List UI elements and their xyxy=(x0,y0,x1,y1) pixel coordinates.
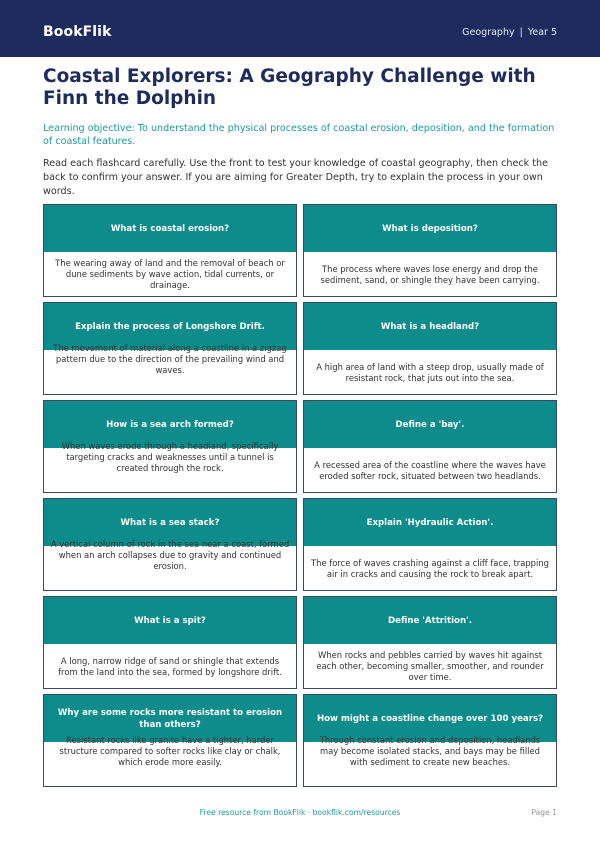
flashcard-back: The wearing away of land and the removal of beach or dune sediments by wave action, tidal currents, or drainage. xyxy=(55,258,285,290)
flashcard-front: How might a coastline change over 100 years? xyxy=(304,695,556,742)
footer-credit[interactable]: Free resource from BookFlik · bookflik.com/resources xyxy=(199,808,401,817)
flashcard-front: What is a spit? xyxy=(44,597,296,644)
subject-label: Geography xyxy=(462,27,515,38)
flashcard[interactable] xyxy=(43,204,297,297)
flashcard-back: When waves erode through a headland, specifically targeting cracks and weaknesses until a tunnel is created through the rock. xyxy=(61,441,279,473)
flashcard[interactable] xyxy=(43,302,297,395)
flashcard-back: A long, narrow ridge of sand or shingle that extends from the land into the sea, formed by longshore drift. xyxy=(58,655,282,677)
flashcard-front: What is a headland? xyxy=(304,303,556,350)
flashcard-front: Define a 'bay'. xyxy=(304,401,556,448)
flashcard-front: What is deposition? xyxy=(304,205,556,252)
flashcard-back: Resistant rocks like granite have a tighter, harder structure compared to softer rocks like clay or chalk, which erode more easily. xyxy=(59,735,281,767)
brand-logo[interactable]: BookFlik xyxy=(43,24,112,40)
flashcard-back: When rocks and pebbles carried by waves hit against each other, becoming smaller, smoother, and rounder over time. xyxy=(316,650,544,682)
flashcard[interactable] xyxy=(303,596,557,689)
flashcard-back: A high area of land with a steep drop, usually made of resistant rock, that juts out into the sea. xyxy=(316,361,544,383)
meta-separator: | xyxy=(519,27,523,38)
flashcard-back: A vertical column of rock in the sea near a coast, formed when an arch collapses due to gravity and continued erosion. xyxy=(50,539,290,571)
header-meta xyxy=(462,27,557,38)
flashcard[interactable] xyxy=(303,302,557,395)
flashcard[interactable] xyxy=(303,400,557,493)
flashcard[interactable] xyxy=(43,694,297,787)
flashcard-back: Through constant erosion and deposition, headlands may become isolated stacks, and bays may be filled with sediment to create new beaches. xyxy=(319,735,541,767)
flashcard-front: Explain 'Hydraulic Action'. xyxy=(304,499,556,546)
header-bar xyxy=(0,0,600,57)
flashcard[interactable] xyxy=(43,400,297,493)
flashcard-front: What is coastal erosion? xyxy=(44,205,296,252)
flashcard-front: Why are some rocks more resistant to erosion than others? xyxy=(44,695,296,742)
page-number: Page 1 xyxy=(531,808,557,817)
flashcard-front: How is a sea arch formed? xyxy=(44,401,296,448)
flashcard[interactable] xyxy=(303,204,557,297)
year-label: Year 5 xyxy=(527,27,557,38)
page-title: Coastal Explorers: A Geography Challenge with Finn the Dolphin xyxy=(43,66,536,109)
flashcard-back: The process where waves lose energy and drop the sediment, sand, or shingle they have been carrying. xyxy=(320,263,540,285)
flashcard[interactable] xyxy=(43,498,297,591)
flashcard[interactable] xyxy=(303,498,557,591)
flashcard[interactable] xyxy=(43,596,297,689)
intro-text: Read each flashcard carefully. Use the front to test your knowledge of coastal geography, then check the back to confirm your answer. If you are aiming for Greater Depth, try to explain the process in your own words. xyxy=(43,158,549,197)
flashcard[interactable] xyxy=(303,694,557,787)
learning-objective: Learning objective: To understand the physical processes of coastal erosion, deposition, and the formation of coastal features. xyxy=(43,123,555,147)
flashcard-back: The movement of material along a coastline in a zigzag pattern due to the direction of the prevailing wind and waves. xyxy=(53,343,287,375)
flashcard-front: What is a sea stack? xyxy=(44,499,296,546)
flashcard-front: Define 'Attrition'. xyxy=(304,597,556,644)
flashcard-back: The force of waves crashing against a cliff face, trapping air in cracks and causing the rock to break apart. xyxy=(311,557,549,579)
flashcard-grid xyxy=(43,204,557,787)
flashcard-front: Explain the process of Longshore Drift. xyxy=(44,303,296,350)
flashcard-back: A recessed area of the coastline where the waves have eroded softer rock, situated between two headlands. xyxy=(314,459,546,481)
